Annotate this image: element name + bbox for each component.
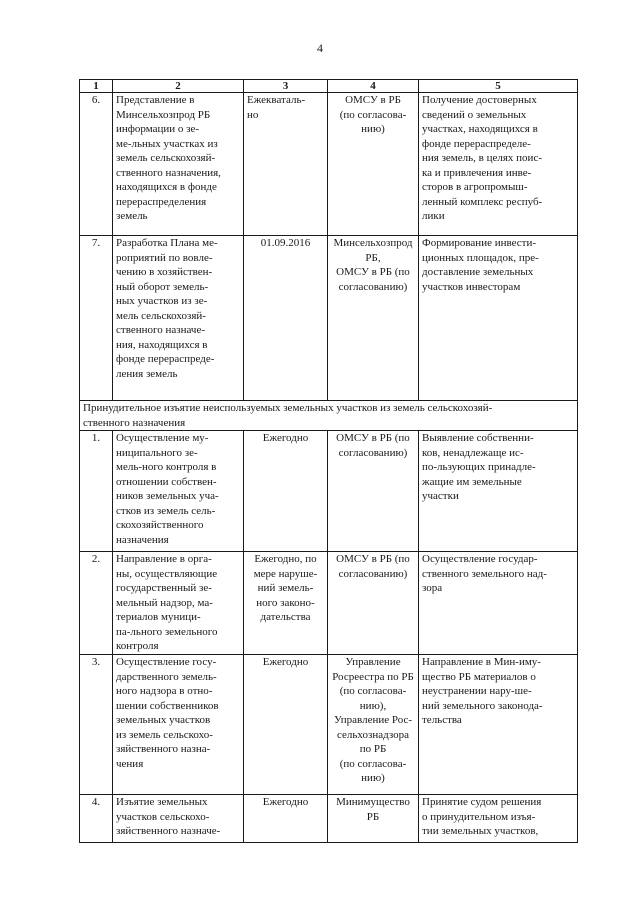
action-cell: Разработка Плана ме- роприятий по вовле- чению в хозяйствен- ный оборот земель- ных участков из зе- мель сельскохозяй- ственного назначе- ния, находящихся в фонде перераспреде- ления земель — [113, 236, 244, 401]
header-col-5: 5 — [419, 80, 578, 93]
result-cell: Получение достоверных сведений о земельных участках, находящихся в фонде перераспределе- ния земель, в целях поис- ка и привлечения инве- сторов в агропромыш- ленный комплекс респуб- лики — [419, 93, 578, 236]
result-cell: Направление в Мин-иму- щество РБ материалов о неустранении нару-ше- ний земельного законода- тельства — [419, 655, 578, 795]
measures-table — [79, 79, 578, 843]
executor-cell: Управление Росреестра по РБ (по согласова- нию), Управление Рос- сельхознадзора по РБ (по согласова- нию) — [328, 655, 419, 795]
term-cell: Ежегодно — [244, 431, 328, 552]
executor-cell: ОМСУ в РБ (по согласованию) — [328, 431, 419, 552]
header-col-1: 1 — [80, 80, 113, 93]
header-col-4: 4 — [328, 80, 419, 93]
term-cell: Ежегодно — [244, 795, 328, 843]
result-cell: Выявление собственни- ков, ненадлежаще ис- по-льзующих принадле- жащие им земельные участки — [419, 431, 578, 552]
row-number: 6. — [80, 93, 113, 236]
table-row — [80, 236, 578, 401]
row-number: 7. — [80, 236, 113, 401]
result-cell: Формирование инвести- ционных площадок, пре- доставление земельных участков инвесторам — [419, 236, 578, 401]
term-cell: Ежекваталь- но — [244, 93, 328, 236]
executor-cell: ОМСУ в РБ (по согласованию) — [328, 552, 419, 655]
row-number: 3. — [80, 655, 113, 795]
row-number: 1. — [80, 431, 113, 552]
header-col-3: 3 — [244, 80, 328, 93]
action-cell: Осуществление госу- дарственного земель- ного надзора в отно- шении собственников земельных участков из земель сельскохо- зяйственного назна- чения — [113, 655, 244, 795]
table-row — [80, 93, 578, 236]
section-title: Принудительное изъятие неиспользуемых земельных участков из земель сельскохозяй- ственного назначения — [80, 401, 578, 431]
table-row — [80, 795, 578, 843]
term-cell: 01.09.2016 — [244, 236, 328, 401]
page-number: 4 — [317, 41, 323, 55]
executor-cell: ОМСУ в РБ (по согласова- нию) — [328, 93, 419, 236]
table-row — [80, 431, 578, 552]
executor-cell: Минсельхозпрод РБ, ОМСУ в РБ (по согласованию) — [328, 236, 419, 401]
term-cell: Ежегодно, по мере наруше- ний земель- ного законо- дательства — [244, 552, 328, 655]
table-header-row — [80, 80, 578, 93]
executor-cell: Минимущество РБ — [328, 795, 419, 843]
section-row — [80, 401, 578, 431]
table-row — [80, 655, 578, 795]
row-number: 2. — [80, 552, 113, 655]
result-cell: Осуществление государ- ственного земельного над- зора — [419, 552, 578, 655]
action-cell: Изъятие земельных участков сельскохо- зяйственного назначе- — [113, 795, 244, 843]
action-cell: Представление в Минсельхозпрод РБ информации о зе- ме-льных участках из земель сельскохозяй- ственного назначения, находящихся в фонде перераспределения земель — [113, 93, 244, 236]
action-cell: Осуществление му- ниципального зе- мель-ного контроля в отношении собствен- ников земельных уча- стков из земель сель- скохозяйственного назначения — [113, 431, 244, 552]
table-row — [80, 552, 578, 655]
header-col-2: 2 — [113, 80, 244, 93]
row-number: 4. — [80, 795, 113, 843]
term-cell: Ежегодно — [244, 655, 328, 795]
action-cell: Направление в орга- ны, осуществляющие государственный зе- мельный надзор, ма- териалов муници- па-льного земельного контроля — [113, 552, 244, 655]
result-cell: Принятие судом решения о принудительном изъя- тии земельных участков, — [419, 795, 578, 843]
